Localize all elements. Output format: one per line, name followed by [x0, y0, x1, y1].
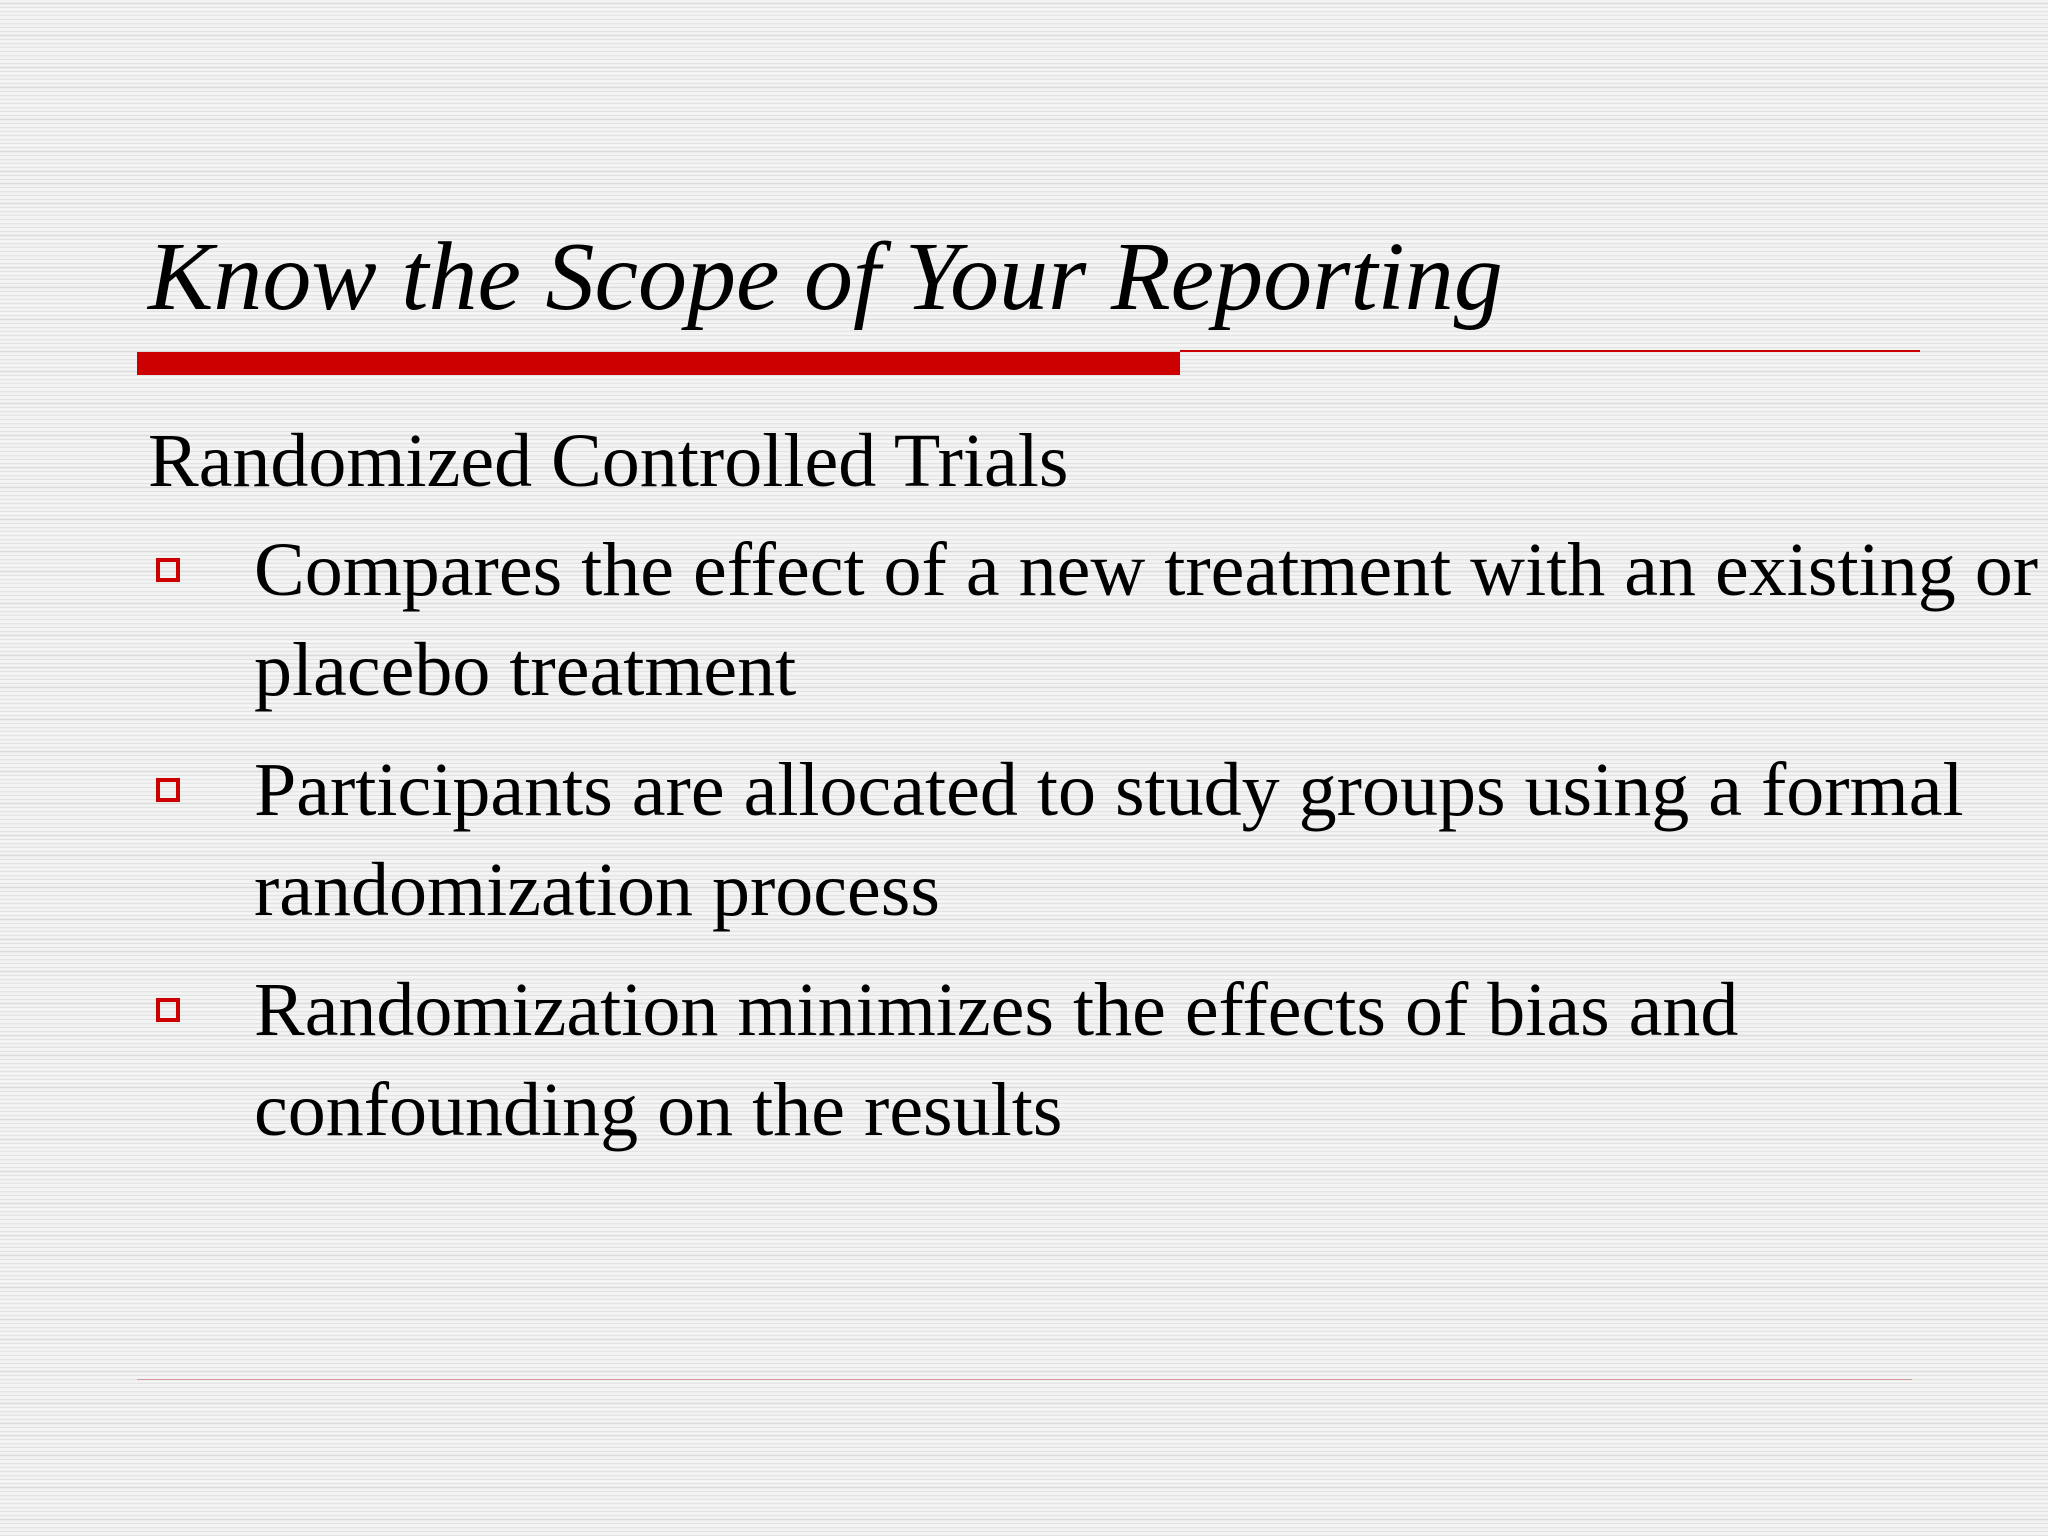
section-heading: Randomized Controlled Trials: [148, 419, 1069, 503]
bullet-list: [148, 520, 2038, 1160]
hollow-square-bullet-icon: [156, 998, 180, 1022]
bullet-text: Participants are allocated to study groups using a formal randomization process: [254, 748, 1964, 932]
footer-divider: [137, 1379, 1912, 1380]
bullet-text: Randomization minimizes the effects of bias and confounding on the results: [254, 968, 1739, 1152]
slide-title: Know the Scope of Your Reporting: [148, 223, 1503, 331]
bullet-item: [148, 740, 1964, 940]
title-underline-thick: [137, 352, 1180, 375]
bullet-text: Compares the effect of a new treatment with an existing or placebo treatment: [254, 528, 2038, 712]
hollow-square-bullet-icon: [156, 778, 180, 802]
bullet-item: [148, 960, 1908, 1160]
title-underline-thin: [1180, 350, 1920, 352]
bullet-item: [148, 520, 2038, 720]
hollow-square-bullet-icon: [156, 558, 180, 582]
slide-body: [148, 412, 2038, 1160]
